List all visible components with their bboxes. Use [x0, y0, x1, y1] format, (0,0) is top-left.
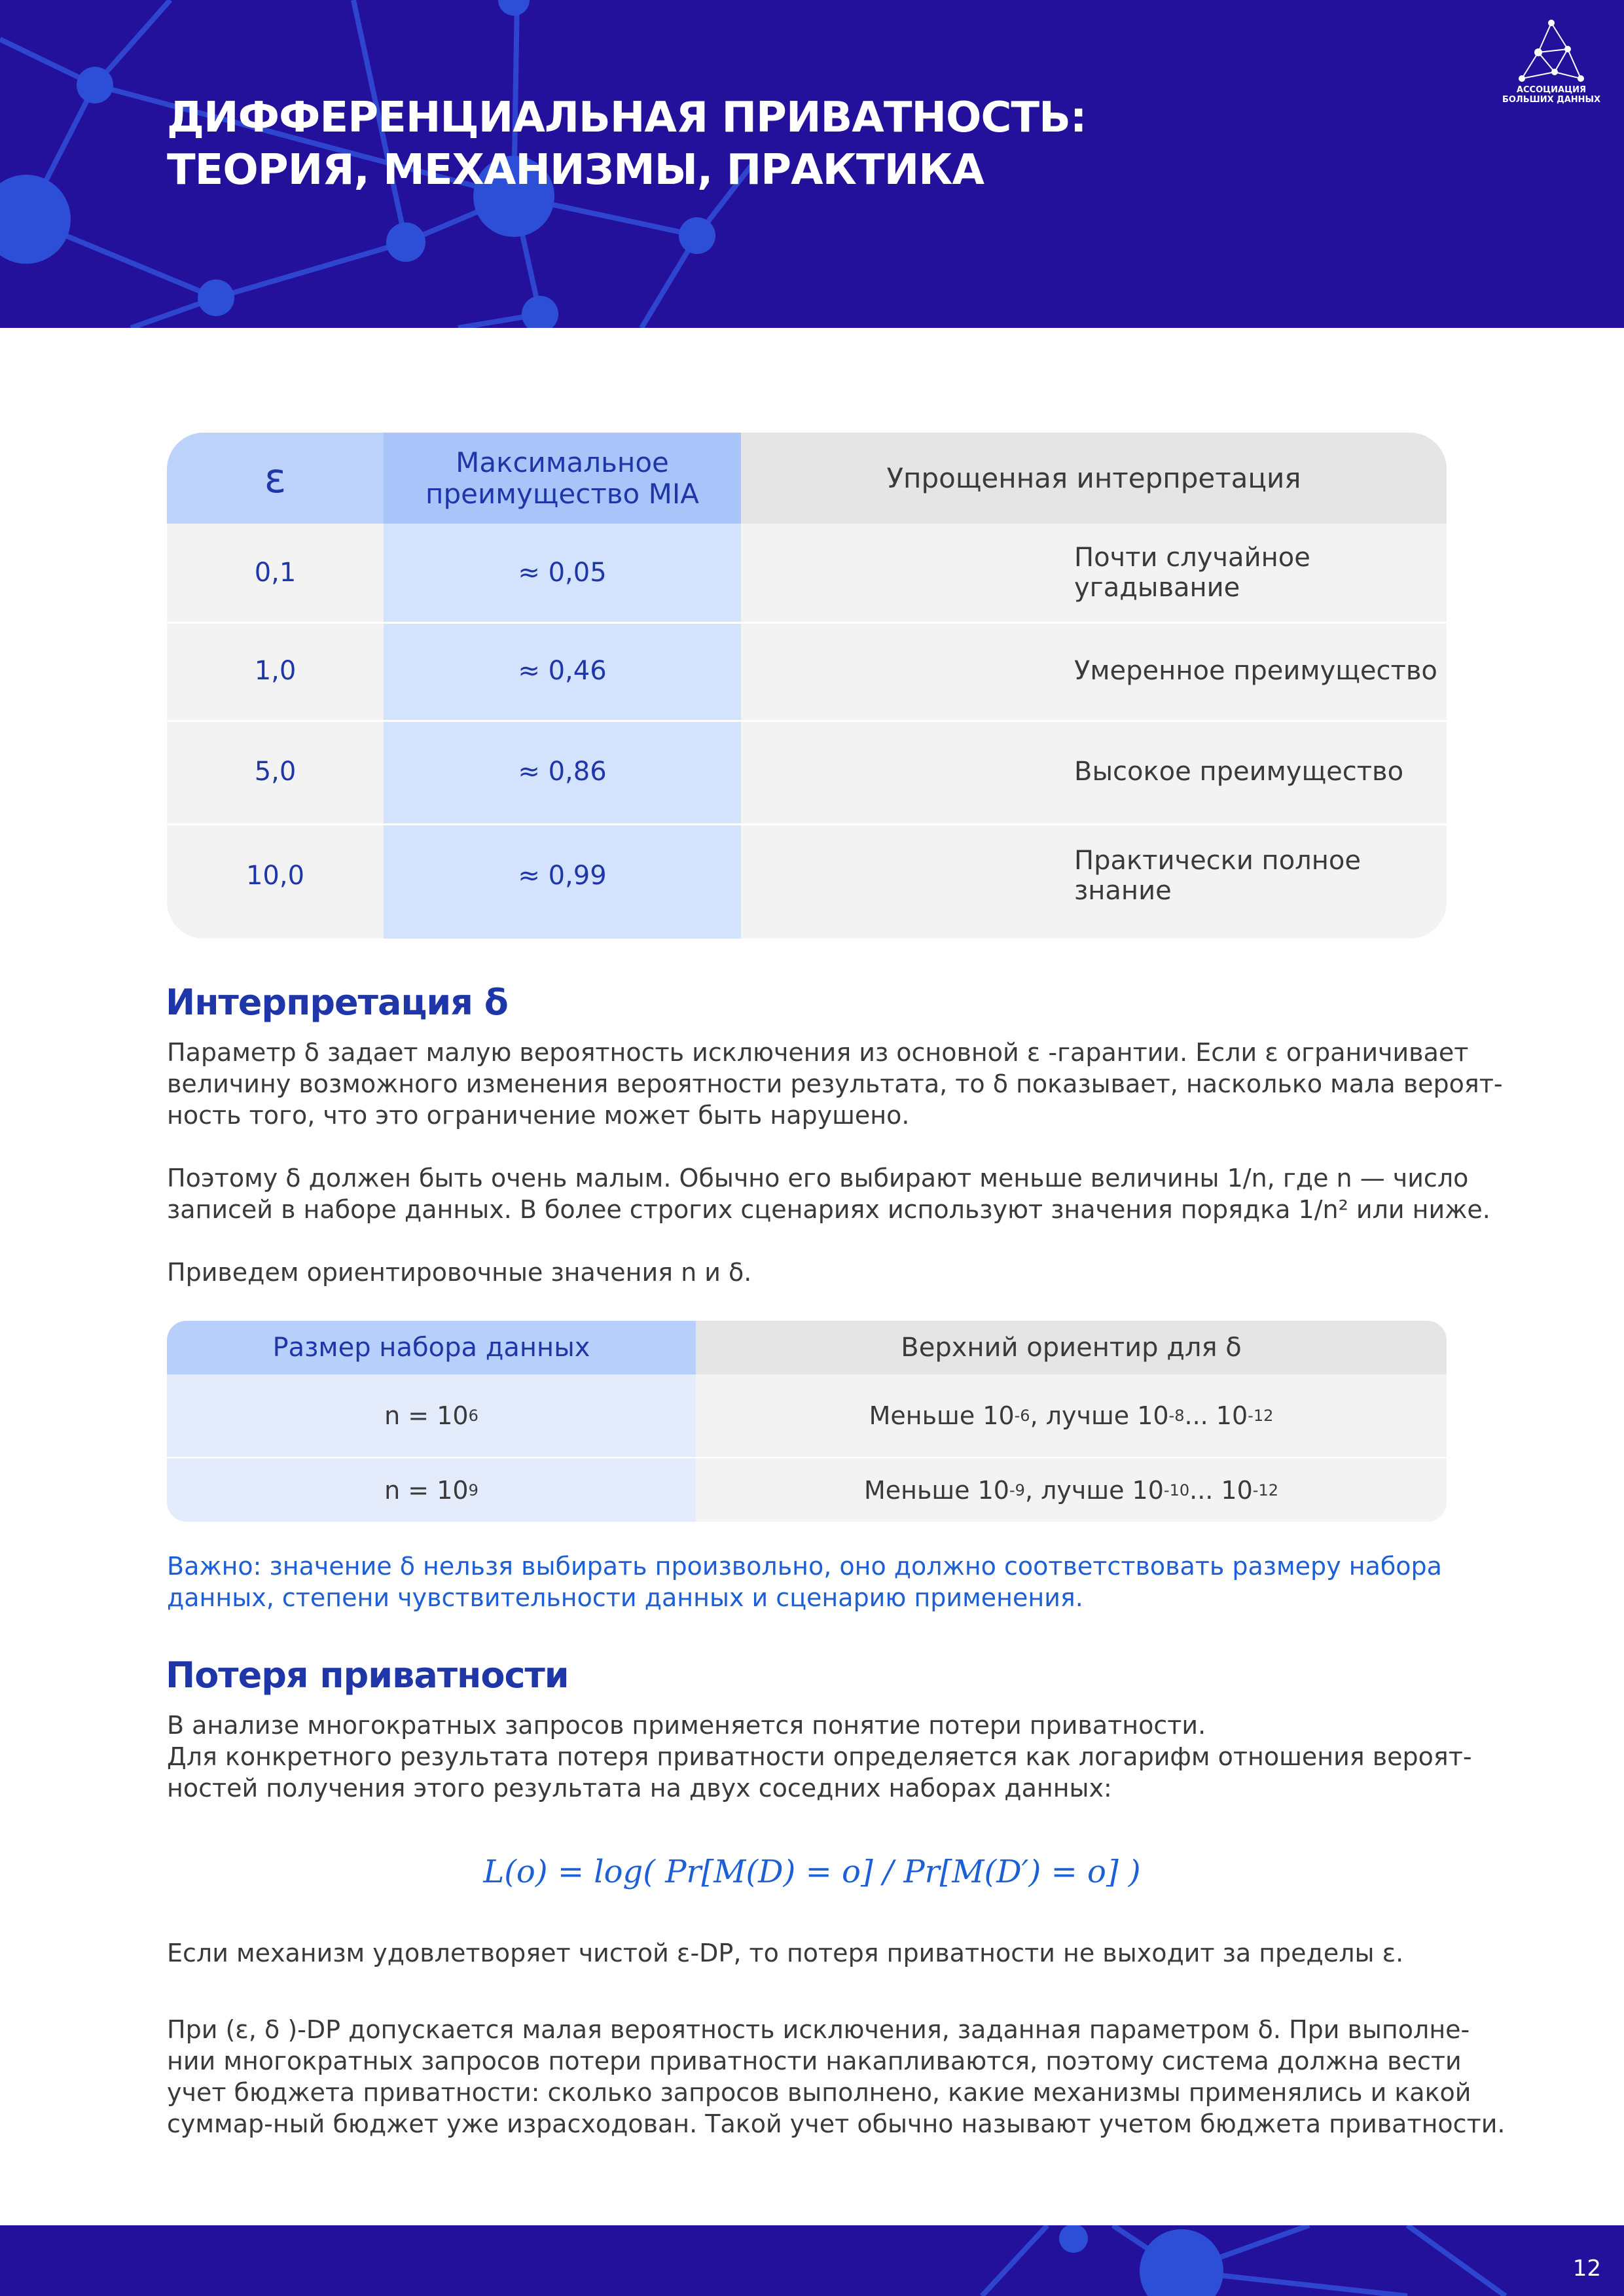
- mia-header: [384, 433, 741, 524]
- table-cell: 0,1: [254, 558, 297, 588]
- table-cell: Почти случайное угадывание: [1074, 543, 1310, 603]
- table-cell: ≈ 0,46: [518, 656, 607, 686]
- table-cell: ≈ 0,99: [518, 861, 607, 891]
- text-line: Для конкретного результата потеря приватности определяется как логарифм отношения вероят-: [167, 1742, 1472, 1771]
- page-footer: [0, 2225, 1624, 2296]
- network-pattern-icon: [0, 2225, 1624, 2296]
- interpretation-column: [741, 433, 1447, 939]
- row-divider: [167, 823, 1447, 825]
- table-cell: 5,0: [254, 757, 297, 787]
- row-divider: [167, 720, 1447, 722]
- text-line: величину возможного изменения вероятности результата, то δ показывает, насколько мала вероят-: [167, 1069, 1503, 1098]
- cell-text: , лучше 10: [1024, 1475, 1164, 1505]
- row-divider: [167, 1457, 1447, 1458]
- delta-bound-column: [696, 1321, 1447, 1522]
- dataset-size-header: Размер набора данных: [167, 1321, 696, 1374]
- page-header: [0, 0, 1624, 328]
- table-cell: Высокое преимущество: [1074, 757, 1404, 787]
- table-cell: Меньше 10 -6 , лучше 10 -8 ... 10 -12: [869, 1401, 1274, 1430]
- dataset-size-column: [167, 1321, 696, 1522]
- text-line: Параметр δ задает малую вероятность исключения из основной ε -гарантии. Если ε ограничивает: [167, 1038, 1469, 1067]
- table-cell: Меньше 10 -9 , лучше 10 -10 ... 10 -12: [864, 1475, 1278, 1505]
- mia-header-line: преимущество MIA: [425, 477, 699, 510]
- mia-header-line: Максимальное: [456, 446, 669, 478]
- text-line: ность того, что это ограничение может быть нарушено.: [167, 1101, 910, 1130]
- cell-text: Меньше 10: [864, 1475, 1009, 1505]
- text-line: Приведем ориентировочные значения n и δ.: [167, 1258, 752, 1287]
- text-line: суммар-ный бюджет уже израсходован. Такой учет обычно называют учетом бюджета приватности.: [167, 2109, 1506, 2138]
- text-line: нии многократных запросов потери приватности накапливаются, поэтому система должна вести: [167, 2047, 1462, 2075]
- delta-paragraph-2: [167, 1162, 1490, 1225]
- row-divider: [167, 622, 1447, 624]
- text-line: Важно: значение δ нельзя выбирать произвольно, оно должно соответствовать размеру набора: [167, 1552, 1442, 1581]
- text-line: учет бюджета приватности: сколько запросов выполнено, какие механизмы применялись и какой: [167, 2078, 1471, 2107]
- epsilon-table: [167, 433, 1447, 939]
- text-line: В анализе многократных запросов применяется понятие потери приватности.: [167, 1711, 1206, 1740]
- table-cell: n = 10 6: [384, 1401, 478, 1430]
- delta-bound-header: Верхний ориентир для δ: [696, 1321, 1447, 1374]
- logo-caption-line: БОЛЬШИХ ДАННЫХ: [1502, 95, 1601, 105]
- cell-text: n = 10: [384, 1475, 469, 1505]
- table-cell: n = 10 9: [384, 1475, 478, 1505]
- title-line: ДИФФЕРЕНЦИАЛЬНАЯ ПРИВАТНОСТЬ:: [167, 94, 1087, 142]
- table-cell: 10,0: [245, 861, 305, 891]
- cell-text: n = 10: [384, 1401, 469, 1430]
- text-line: Поэтому δ должен быть очень малым. Обычно его выбирают меньше величины 1/n, где n — число: [167, 1164, 1469, 1193]
- cell-text: ... 10: [1189, 1475, 1253, 1505]
- cell-text: ... 10: [1184, 1401, 1248, 1430]
- delta-paragraph-3: [167, 1257, 1476, 1288]
- page-number: 12: [1572, 2255, 1601, 2282]
- text-line: ностей получения этого результата на двух соседних наборах данных:: [167, 1774, 1112, 1803]
- table-cell: ≈ 0,86: [518, 757, 607, 787]
- text-line: данных, степени чувствительности данных и сценарию применения.: [167, 1583, 1083, 1612]
- title-line: ТЕОРИЯ, МЕХАНИЗМЫ, ПРАКТИКА: [167, 146, 984, 194]
- cell-text: Меньше 10: [869, 1401, 1015, 1430]
- delta-table: [167, 1321, 1447, 1522]
- text-line: При (ε, δ )-DP допускается малая вероятность исключения, заданная параметром δ. При выполне-: [167, 2015, 1470, 2044]
- loss-paragraph-1: [167, 1710, 1476, 1804]
- logo-caption: [1496, 85, 1607, 105]
- table-cell: Практически полное знание: [1074, 846, 1361, 906]
- section-heading-privacy-loss: Потеря приватности: [166, 1655, 569, 1696]
- logo-caption-line: АССОЦИАЦИЯ: [1516, 85, 1587, 95]
- important-note: [167, 1551, 1476, 1613]
- delta-paragraph-1: [167, 1037, 1503, 1131]
- section-heading-delta: Интерпретация δ: [166, 982, 508, 1023]
- loss-paragraph-2: [167, 1937, 1476, 1969]
- privacy-loss-formula: L(o) = log( Pr[M(D) = o] / Pr[M(D′) = o] ): [483, 1854, 1141, 1890]
- mia-column: [384, 433, 741, 939]
- cell-text: , лучше 10: [1030, 1401, 1169, 1430]
- loss-paragraph-3: [167, 2014, 1506, 2140]
- table-cell: Умеренное преимущество: [1074, 656, 1437, 686]
- text-line: Если механизм удовлетворяет чистой ε-DP, то потеря приватности не выходит за пределы ε.: [167, 1939, 1404, 1967]
- text-line: записей в наборе данных. В более строгих сценариях используют значения порядка 1/n² или ниже.: [167, 1195, 1490, 1224]
- interpretation-header: Упрощенная интерпретация: [741, 433, 1447, 524]
- table-cell: 1,0: [254, 656, 297, 686]
- table-cell: ≈ 0,05: [518, 558, 607, 588]
- epsilon-column: [167, 433, 384, 939]
- page-title: [167, 92, 1086, 196]
- epsilon-header: ε: [167, 433, 384, 524]
